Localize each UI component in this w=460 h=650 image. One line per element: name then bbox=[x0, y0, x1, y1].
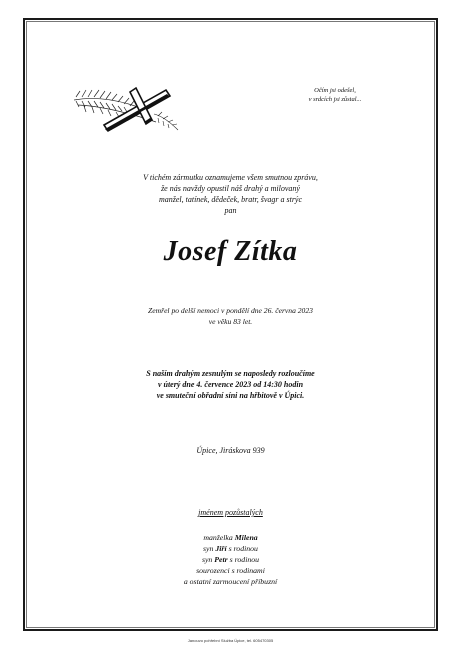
motto-line-1: Očím jsi odešel, bbox=[314, 87, 356, 94]
intro-text bbox=[26, 172, 435, 216]
family-address: Úpice, Jiráskova 939 bbox=[196, 446, 265, 455]
mourners-list bbox=[26, 532, 435, 587]
motto-line-2: v srdcích jsi zůstal... bbox=[308, 96, 362, 103]
funeral-details bbox=[26, 368, 435, 401]
intro-line-4: pan bbox=[224, 206, 237, 215]
funeral-line-2: v úterý dne 4. července 2023 od 14:30 hodin bbox=[157, 380, 304, 389]
death-line-2: ve věku 83 let. bbox=[208, 317, 253, 326]
intro-line-3: manžel, tatínek, dědeček, bratr, švagr a strýc bbox=[158, 195, 303, 204]
intro-line-1: V tichém zármutku oznamujeme všem smutnou zprávu, bbox=[143, 173, 318, 182]
funeral-service-footer: Janouvo pohřební Služba Úpice, tel. 605470305 bbox=[187, 638, 274, 643]
funeral-line-3: ve smuteční obřadní síni na hřbitově v Úpici. bbox=[156, 391, 305, 400]
motto bbox=[280, 86, 390, 104]
death-notice bbox=[26, 305, 435, 327]
mourner-son-1: syn Jiří s rodinou bbox=[203, 544, 258, 553]
intro-line-2: že nás navždy opustil náš drahý a milovaný bbox=[161, 184, 300, 193]
mourner-siblings: sourozenci s rodinami bbox=[196, 566, 265, 575]
mourner-relatives: a ostatní zarmoucení příbuzní bbox=[183, 577, 278, 586]
funeral-line-1: S naším drahým zesnulým se naposledy rozloučíme bbox=[146, 369, 315, 378]
mourner-wife: manželka Milena bbox=[203, 533, 258, 542]
deceased-name: Josef Zítka bbox=[163, 236, 298, 267]
cross-with-palm-icon bbox=[66, 70, 186, 140]
death-line-1: Zemřel po delší nemoci v pondělí dne 26. června 2023 bbox=[148, 306, 313, 315]
mourner-son-2: syn Petr s rodinou bbox=[201, 555, 260, 564]
behalf-label: jménem pozůstalých bbox=[198, 508, 263, 517]
